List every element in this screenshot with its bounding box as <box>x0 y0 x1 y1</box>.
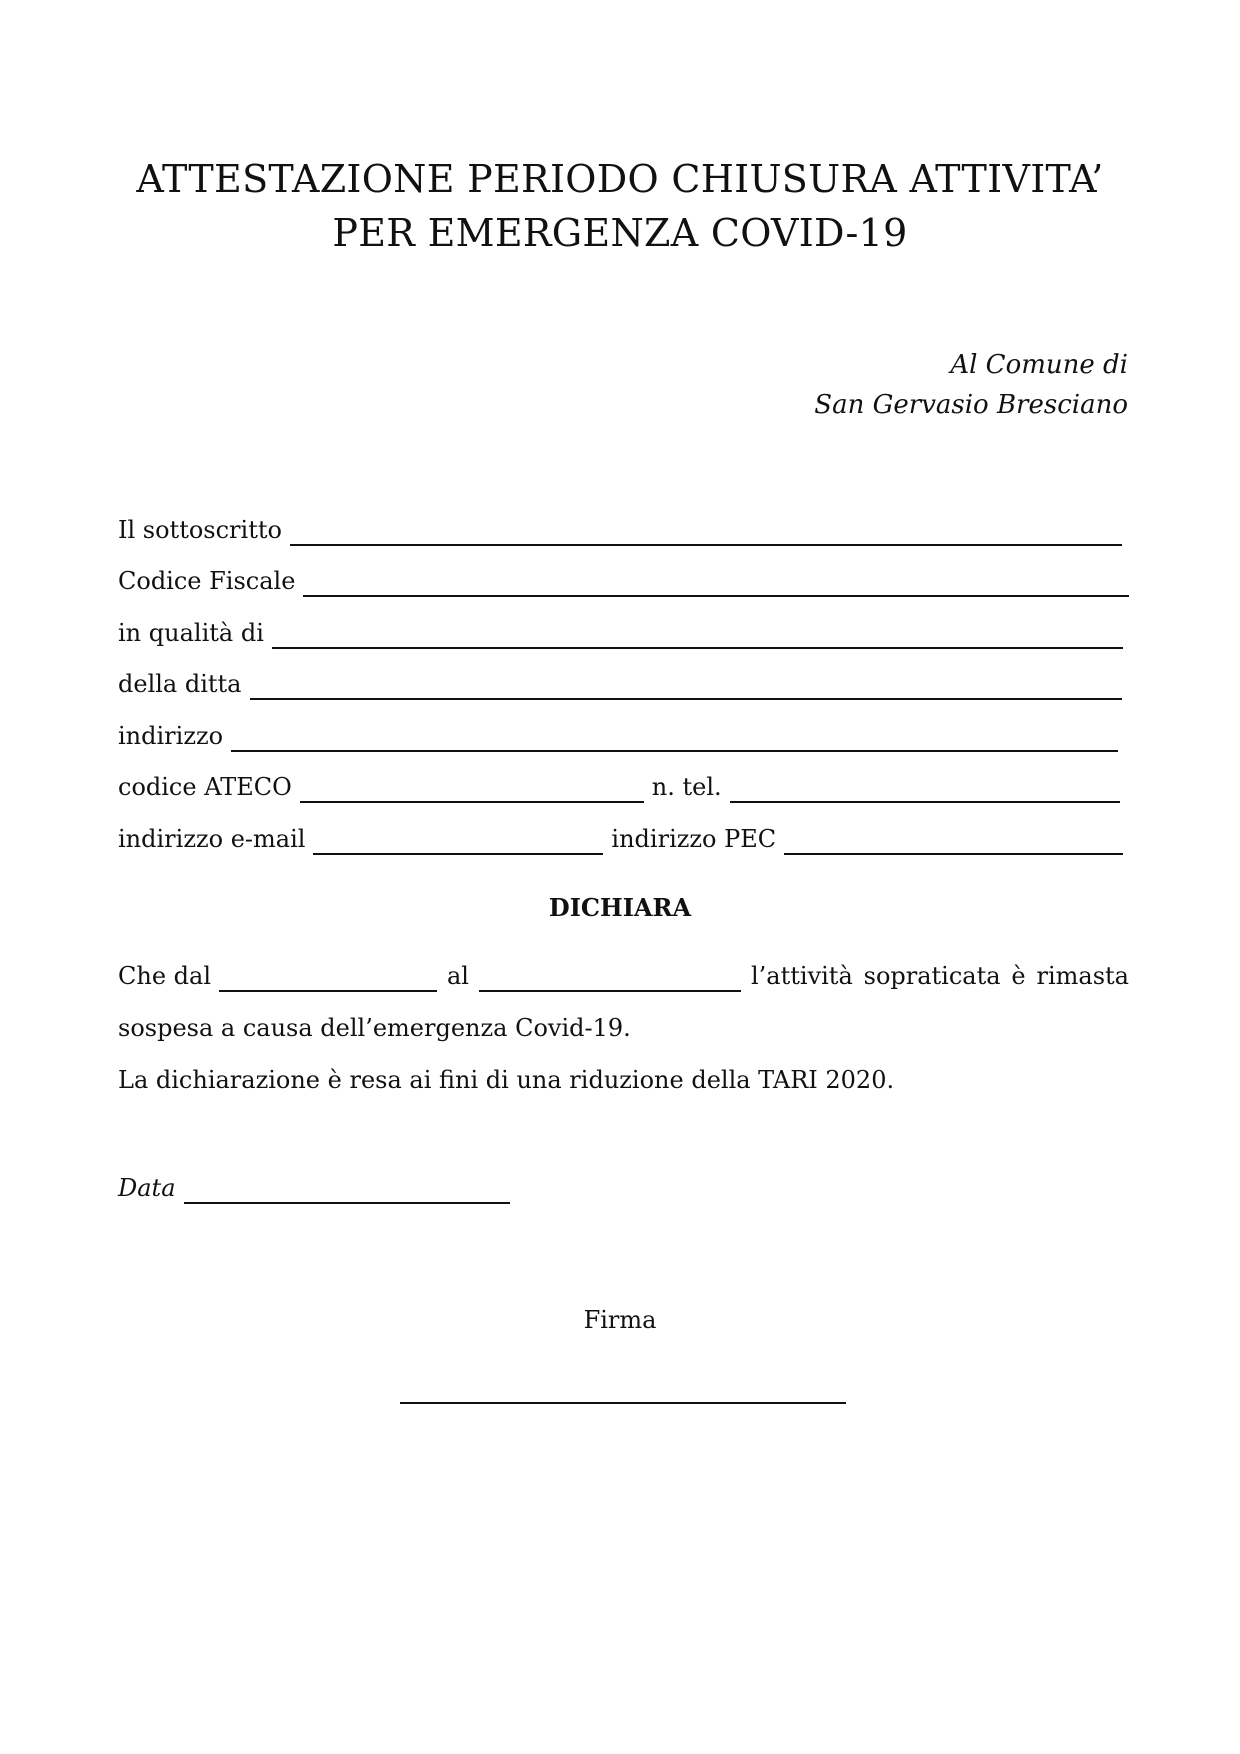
row-indirizzo <box>118 718 1118 752</box>
label-ateco: codice ATECO <box>118 773 292 801</box>
label-al: al <box>447 962 469 990</box>
declaration-line2: sospesa a causa dell’emergenza Covid-19. <box>118 1014 631 1042</box>
label-tel: n. tel. <box>651 773 722 801</box>
label-ditta: della ditta <box>118 670 242 698</box>
dichiara-heading: DICHIARA <box>548 893 692 922</box>
label-pec: indirizzo PEC <box>611 825 777 853</box>
document-title-line1: ATTESTAZIONE PERIODO CHIUSURA ATTIVITA’ <box>136 157 1104 201</box>
label-indirizzo: indirizzo <box>118 722 224 750</box>
row-ateco-tel <box>118 769 1120 803</box>
qualita-field[interactable] <box>272 619 1123 649</box>
row-ditta <box>118 666 1122 700</box>
sottoscritto-field[interactable] <box>290 516 1122 546</box>
row-period <box>118 958 1129 992</box>
label-email: indirizzo e-mail <box>118 825 306 853</box>
ateco-field[interactable] <box>300 773 644 803</box>
tel-field[interactable] <box>730 773 1120 803</box>
row-qualita <box>118 615 1123 649</box>
attivita-text: l’attività sopraticata è rimasta <box>750 962 1129 990</box>
row-sottoscritto <box>118 512 1122 546</box>
email-field[interactable] <box>313 825 603 855</box>
pec-field[interactable] <box>784 825 1123 855</box>
row-email-pec <box>118 821 1123 855</box>
addressee-line2: San Gervasio Bresciano <box>814 390 1128 420</box>
data-field[interactable] <box>184 1174 510 1204</box>
label-codice-fiscale: Codice Fiscale <box>118 567 296 595</box>
label-sottoscritto: Il sottoscritto <box>118 516 282 544</box>
date-from-field[interactable] <box>219 962 437 992</box>
label-data: Data <box>118 1174 176 1202</box>
date-to-field[interactable] <box>479 962 741 992</box>
ditta-field[interactable] <box>250 670 1123 700</box>
codice-fiscale-field[interactable] <box>303 567 1129 597</box>
row-codice-fiscale <box>118 563 1129 597</box>
indirizzo-field[interactable] <box>231 722 1118 752</box>
document-title-line2: PER EMERGENZA COVID-19 <box>332 211 908 255</box>
addressee-line1: Al Comune di <box>950 350 1128 380</box>
signature-line[interactable] <box>400 1402 846 1404</box>
declaration-line3: La dichiarazione è resa ai fini di una riduzione della TARI 2020. <box>118 1066 895 1094</box>
row-data <box>118 1170 510 1204</box>
firma-label: Firma <box>583 1306 657 1334</box>
label-che-dal: Che dal <box>118 962 211 990</box>
label-qualita: in qualità di <box>118 619 264 647</box>
